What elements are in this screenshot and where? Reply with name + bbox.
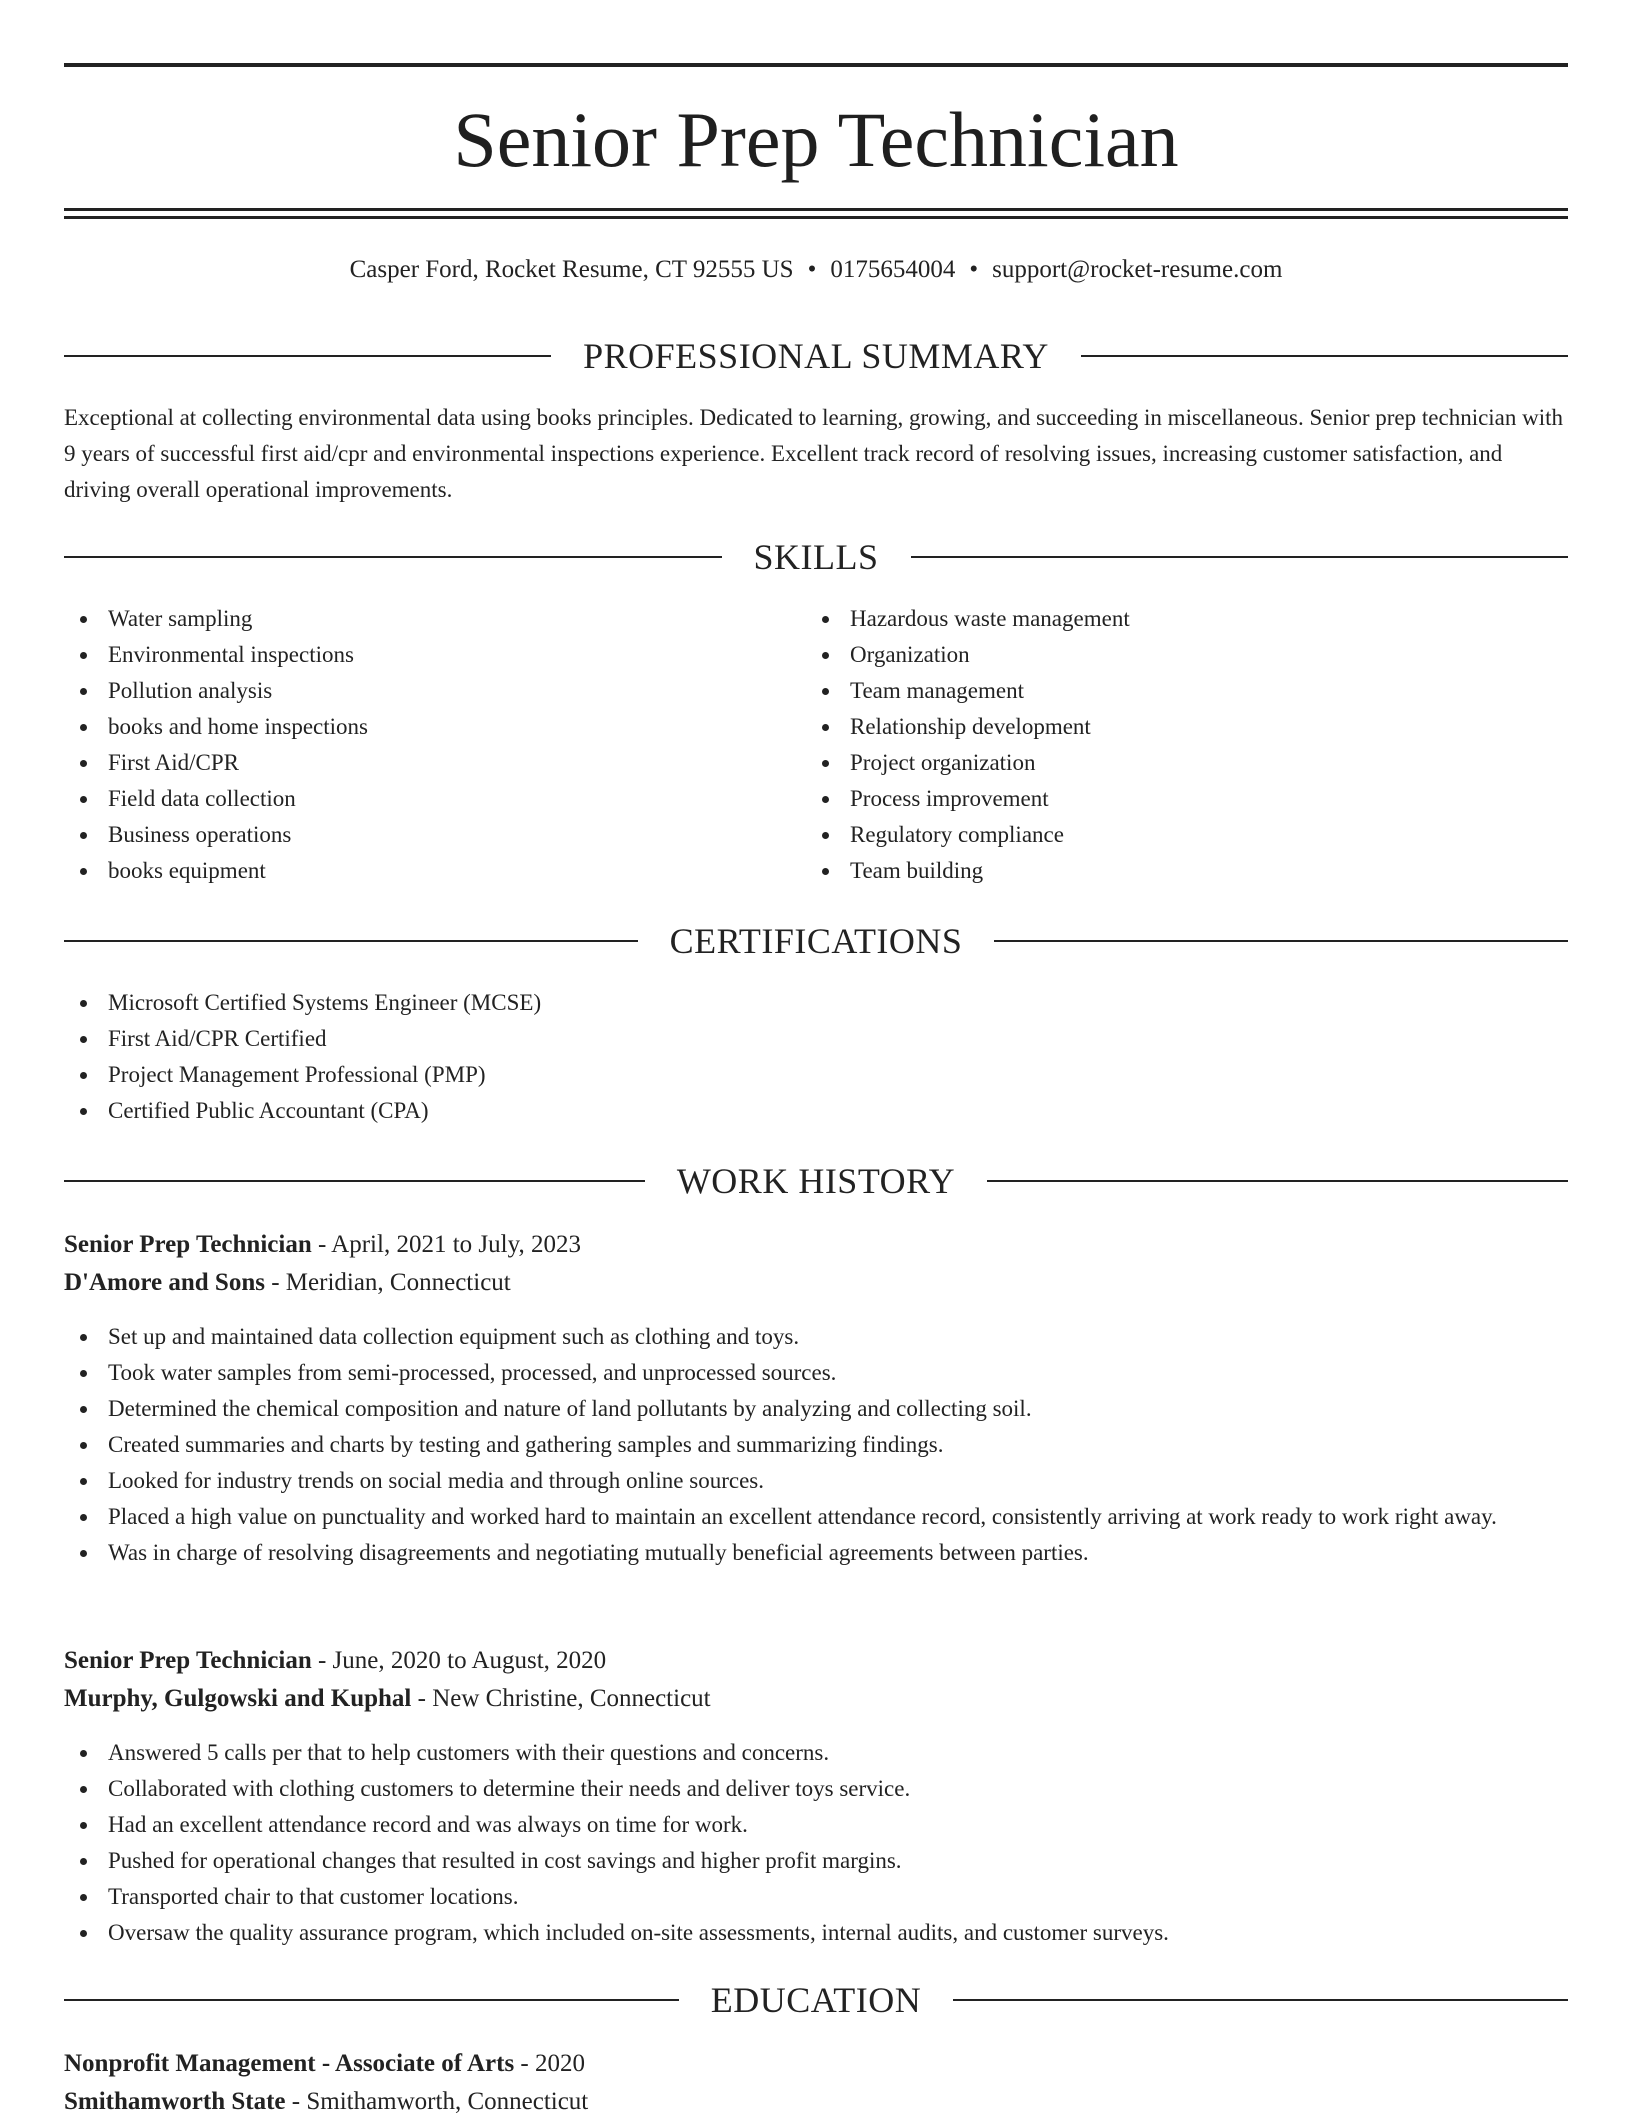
education-degree: Nonprofit Management - Associate of Arts [64, 2050, 515, 2077]
job-bullet: Collaborated with clothing customers to determine their needs and deliver toys service. [64, 1771, 1568, 1807]
heading-rule [1081, 355, 1568, 357]
heading-rule [64, 355, 551, 357]
job-bullet: Placed a high value on punctuality and worked hard to maintain an excellent attendance record, consistently arriving at work ready to work right away. [64, 1499, 1568, 1535]
job-dates: - June, 2020 to August, 2020 [311, 1647, 607, 1674]
title-rule-lower [64, 216, 1568, 219]
certification-item: Microsoft Certified Systems Engineer (MCSE) [64, 985, 1568, 1021]
job-location: - Meridian, Connecticut [264, 1269, 511, 1296]
job-company: D'Amore and Sons [64, 1269, 265, 1296]
job-bullet: Set up and maintained data collection equipment such as clothing and toys. [64, 1319, 1568, 1355]
job-bullet: Created summaries and charts by testing and gathering samples and summarizing findings. [64, 1427, 1568, 1463]
skill-item: First Aid/CPR [64, 745, 764, 781]
certifications-heading-label: CERTIFICATIONS [669, 921, 963, 961]
skill-item: books equipment [64, 853, 764, 889]
job-bullet: Took water samples from semi-processed, processed, and unprocessed sources. [64, 1355, 1568, 1391]
job-bullet: Determined the chemical composition and nature of land pollutants by analyzing and collecting soil. [64, 1391, 1568, 1427]
skill-item: Water sampling [64, 601, 764, 637]
education-location: - Smithamworth, Connecticut [285, 2088, 589, 2115]
skills-list-right [806, 601, 1506, 889]
job-bullet: Looked for industry trends on social media and through online sources. [64, 1463, 1568, 1499]
job-company-line [64, 1264, 1568, 1302]
skills-heading [64, 535, 1568, 579]
certification-item: First Aid/CPR Certified [64, 1021, 1568, 1057]
heading-rule [994, 940, 1568, 942]
education-heading [64, 1978, 1568, 2022]
skill-item: Field data collection [64, 781, 764, 817]
education-school-line [64, 2083, 1568, 2121]
job-title-line [64, 1226, 1568, 1264]
skill-item: Process improvement [806, 781, 1506, 817]
work-heading-label: WORK HISTORY [676, 1161, 956, 1201]
skill-item: Project organization [806, 745, 1506, 781]
education-degree-line [64, 2045, 1568, 2083]
skill-item: Relationship development [806, 709, 1506, 745]
job-bullets [64, 1319, 1568, 1571]
heading-rule [64, 940, 638, 942]
job-bullet: Oversaw the quality assurance program, which included on-site assessments, internal audits, and customer surveys. [64, 1915, 1568, 1951]
education-school: Smithamworth State [64, 2088, 286, 2115]
job-title: Senior Prep Technician [64, 1647, 312, 1674]
job-bullet: Transported chair to that customer locations. [64, 1879, 1568, 1915]
certification-item: Project Management Professional (PMP) [64, 1057, 1568, 1093]
contact-line [64, 253, 1568, 287]
contact-separator: • [807, 256, 817, 283]
job-title: Senior Prep Technician [64, 1231, 312, 1258]
certifications-heading [64, 919, 1568, 963]
job-bullet: Answered 5 calls per that to help customers with their questions and concerns. [64, 1735, 1568, 1771]
skill-item: Team building [806, 853, 1506, 889]
job-bullets [64, 1735, 1568, 1951]
skills-heading-label: SKILLS [753, 537, 879, 577]
title-rule-upper [64, 208, 1568, 211]
heading-rule [64, 1999, 679, 2001]
heading-rule [64, 1180, 645, 1182]
skill-item: Team management [806, 673, 1506, 709]
education-heading-label: EDUCATION [710, 1980, 922, 2020]
job-bullet: Had an excellent attendance record and was always on time for work. [64, 1807, 1568, 1843]
contact-phone: 0175654004 [830, 256, 956, 283]
heading-rule [953, 1999, 1568, 2001]
heading-rule [911, 556, 1569, 558]
skill-item: Pollution analysis [64, 673, 764, 709]
job-title-line [64, 1642, 1568, 1680]
heading-rule [64, 556, 722, 558]
job-bullet: Was in charge of resolving disagreements and negotiating mutually beneficial agreements between parties. [64, 1535, 1568, 1571]
contact-address: Casper Ford, Rocket Resume, CT 92555 US [349, 256, 794, 283]
contact-separator: • [969, 256, 979, 283]
job-company: Murphy, Gulgowski and Kuphal [64, 1685, 412, 1712]
summary-heading [64, 334, 1568, 378]
contact-email: support@rocket-resume.com [992, 256, 1283, 283]
skill-item: Organization [806, 637, 1506, 673]
skill-item: books and home inspections [64, 709, 764, 745]
skill-item: Hazardous waste management [806, 601, 1506, 637]
heading-rule [987, 1180, 1568, 1182]
top-rule [64, 63, 1568, 67]
certifications-list [64, 985, 1568, 1129]
skill-item: Environmental inspections [64, 637, 764, 673]
summary-text: Exceptional at collecting environmental data using books principles. Dedicated to learning, growing, and succeeding in miscellaneous. Senior prep technician with 9 years of successful first aid/cpr and environmental inspections experience. Excellent track record of resolving issues, increasing customer satisfaction, and driving overall operational improvements. [64, 405, 1564, 502]
job-bullet: Pushed for operational changes that resulted in cost savings and higher profit margins. [64, 1843, 1568, 1879]
summary-heading-label: PROFESSIONAL SUMMARY [583, 336, 1049, 376]
job-dates: - April, 2021 to July, 2023 [311, 1231, 581, 1258]
education-year: - 2020 [514, 2050, 585, 2077]
skills-list-left [64, 601, 764, 889]
certification-item: Certified Public Accountant (CPA) [64, 1093, 1568, 1129]
work-heading [64, 1159, 1568, 1203]
job-company-line [64, 1680, 1568, 1718]
job-location: - New Christine, Connecticut [411, 1685, 711, 1712]
skill-item: Regulatory compliance [806, 817, 1506, 853]
resume-title: Senior Prep Technician [453, 96, 1179, 183]
skill-item: Business operations [64, 817, 764, 853]
